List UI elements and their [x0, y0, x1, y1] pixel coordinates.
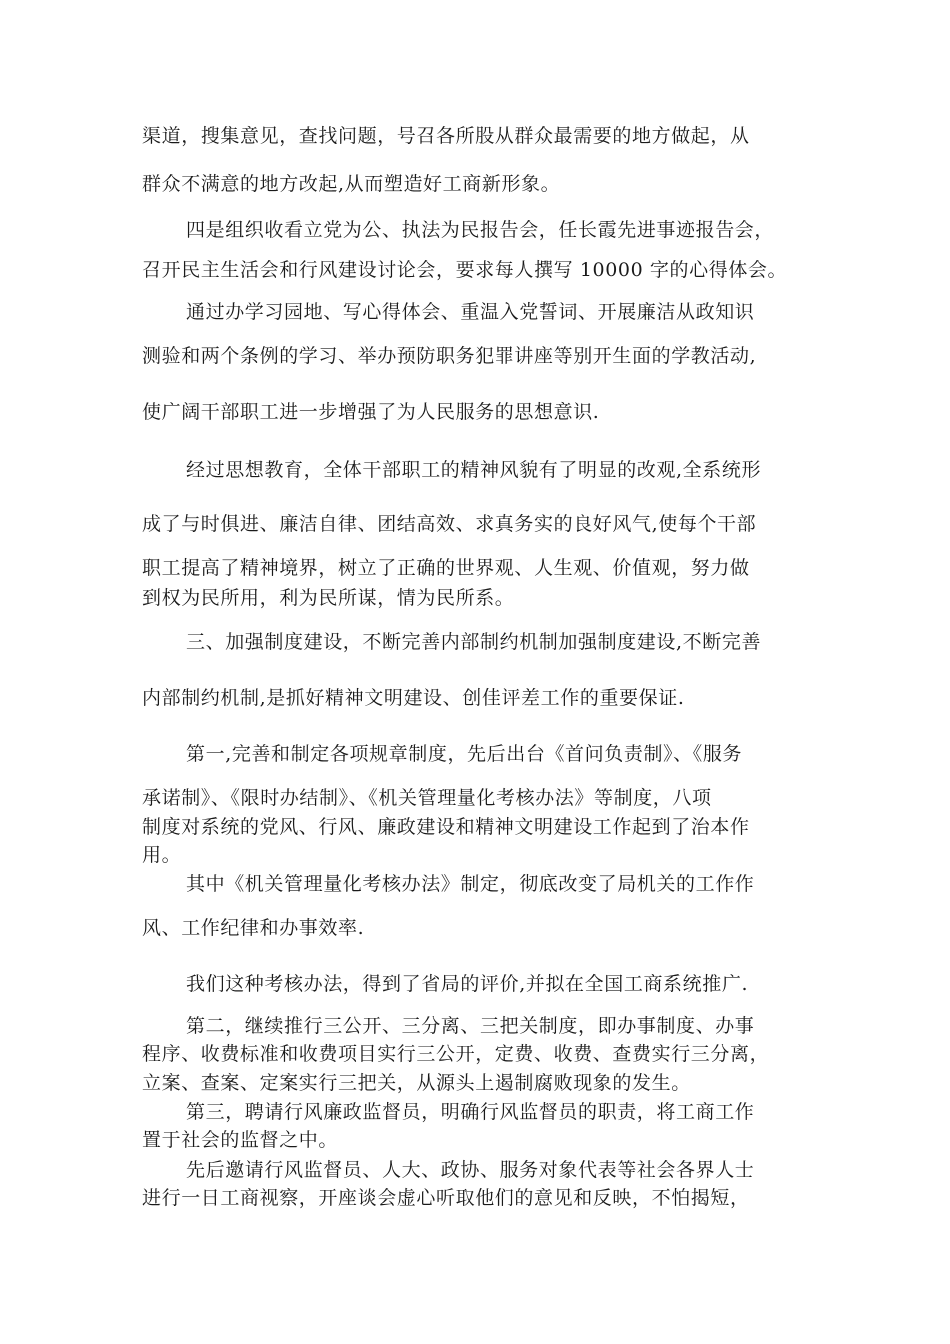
text-line: 成了与时俱进、廉洁自律、团结高效、求真务实的良好风气,使每个干部 — [142, 513, 757, 535]
text-line: 我们这种考核办法，得到了省局的评价,并拟在全国工商系统推广. — [186, 973, 749, 995]
text-line: 其中《机关管理量化考核办法》制定，彻底改变了局机关的工作作 — [186, 873, 755, 895]
text-line: 职工提高了精神境界，树立了正确的世界观、人生观、价值观，努力做 — [142, 557, 750, 579]
text-line: 风、工作纪律和办事效率. — [142, 917, 365, 939]
text-line: 通过办学习园地、写心得体会、重温入党誓词、开展廉洁从政知识 — [186, 301, 755, 323]
text-line: 第一,完善和制定各项规章制度，先后出台《首问负责制》、《服务 — [186, 743, 743, 765]
text-line: 置于社会的监督之中。 — [142, 1129, 339, 1151]
text-line: 程序、收费标准和收费项目实行三公开，定费、收费、查费实行三分离， — [142, 1043, 770, 1065]
text-line: 第三，聘请行风廉政监督员，明确行风监督员的职责，将工商工作 — [186, 1101, 755, 1123]
text-line: 四是组织收看立党为公、执法为民报告会，任长霞先进事迹报告会， — [186, 219, 775, 241]
text-line: 群众不满意的地方改起,从而塑造好工商新形象。 — [142, 173, 561, 195]
text-line: 用。 — [142, 844, 182, 866]
text-line: 测验和两个条例的学习、举办预防职务犯罪讲座等别开生面的学教活动, — [142, 345, 757, 367]
text-line: 经过思想教育，全体干部职工的精神风貌有了明显的改观,全系统形 — [186, 459, 762, 481]
text-line: 渠道，搜集意见，查找问题，号召各所股从群众最需要的地方做起，从 — [142, 125, 750, 147]
text-line: 立案、查案、定案实行三把关，从源头上遏制腐败现象的发生。 — [142, 1072, 691, 1094]
text-line: 先后邀请行风监督员、人大、政协、服务对象代表等社会各界人士 — [186, 1159, 755, 1181]
text-line: 内部制约机制,是抓好精神文明建设、创佳评差工作的重要保证. — [142, 687, 685, 709]
text-line: 召开民主生活会和行风建设讨论会，要求每人撰写 10000 字的心得体会。 — [142, 259, 788, 281]
text-line: 到权为民所用，利为民所谋，情为民所系。 — [142, 587, 515, 609]
text-line: 三、加强制度建设，不断完善内部制约机制加强制度建设,不断完善 — [186, 631, 762, 653]
text-line: 进行一日工商视察，开座谈会虚心听取他们的意见和反映，不怕揭短， — [142, 1187, 750, 1209]
text-line: 第二，继续推行三公开、三分离、三把关制度，即办事制度、办事 — [186, 1015, 755, 1037]
text-line: 使广阔干部职工进一步增强了为人民服务的思想意识. — [142, 401, 600, 423]
text-line: 制度对系统的党风、行风、廉政建设和精神文明建设工作起到了治本作 — [142, 816, 750, 838]
text-line: 承诺制》、《限时办结制》、《机关管理量化考核办法》等制度，八项 — [142, 787, 712, 809]
